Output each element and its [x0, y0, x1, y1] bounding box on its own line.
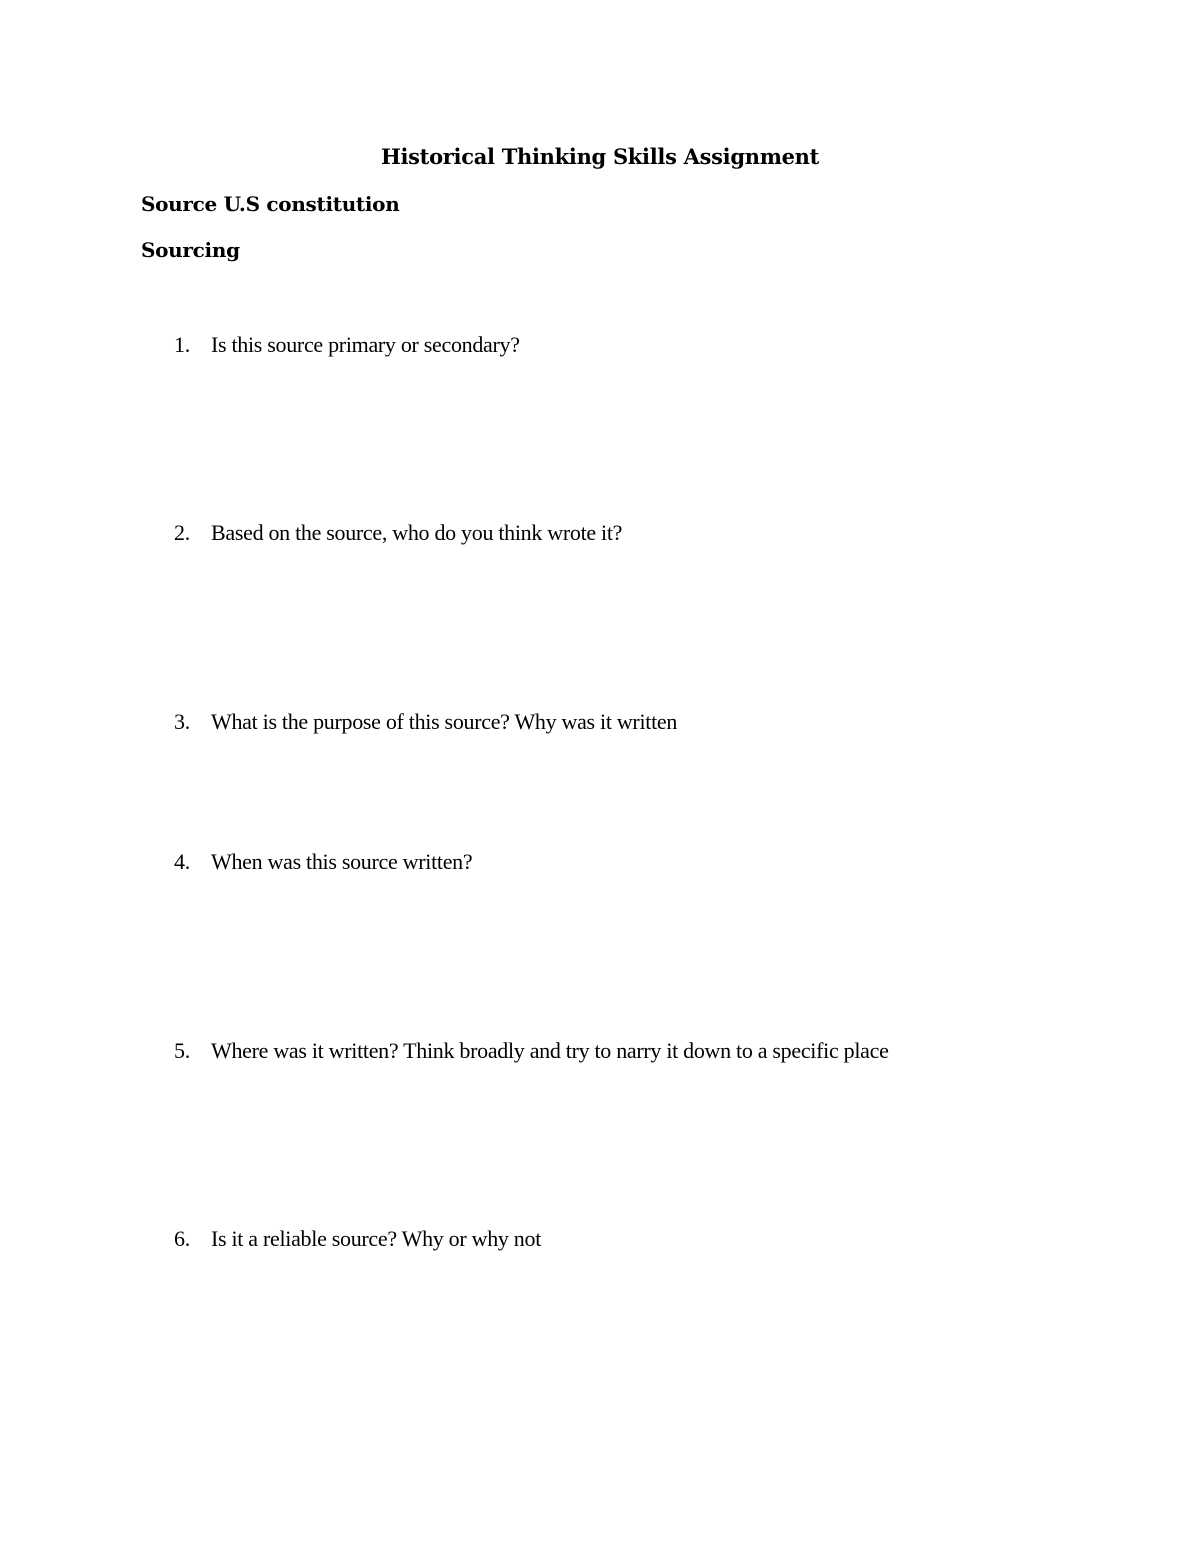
question-number: 4.: [174, 849, 190, 874]
section-heading: Sourcing: [141, 238, 240, 262]
question-number: 1.: [174, 332, 190, 357]
question-number: 3.: [174, 709, 190, 734]
question-text: What is the purpose of this source? Why was it written: [211, 709, 678, 734]
question-text: Is this source primary or secondary?: [211, 332, 520, 357]
question-number: 2.: [174, 520, 190, 545]
source-heading: Source U.S constitution: [141, 192, 400, 216]
question-text: Is it a reliable source? Why or why not: [211, 1226, 542, 1251]
question-text: When was this source written?: [211, 849, 473, 874]
document-title: Historical Thinking Skills Assignment: [380, 144, 820, 169]
question-text: Based on the source, who do you think wrote it?: [211, 520, 623, 545]
question-text: Where was it written? Think broadly and try to narry it down to a specific place: [211, 1038, 889, 1063]
question-number: 6.: [174, 1226, 190, 1251]
question-number: 5.: [174, 1038, 190, 1063]
